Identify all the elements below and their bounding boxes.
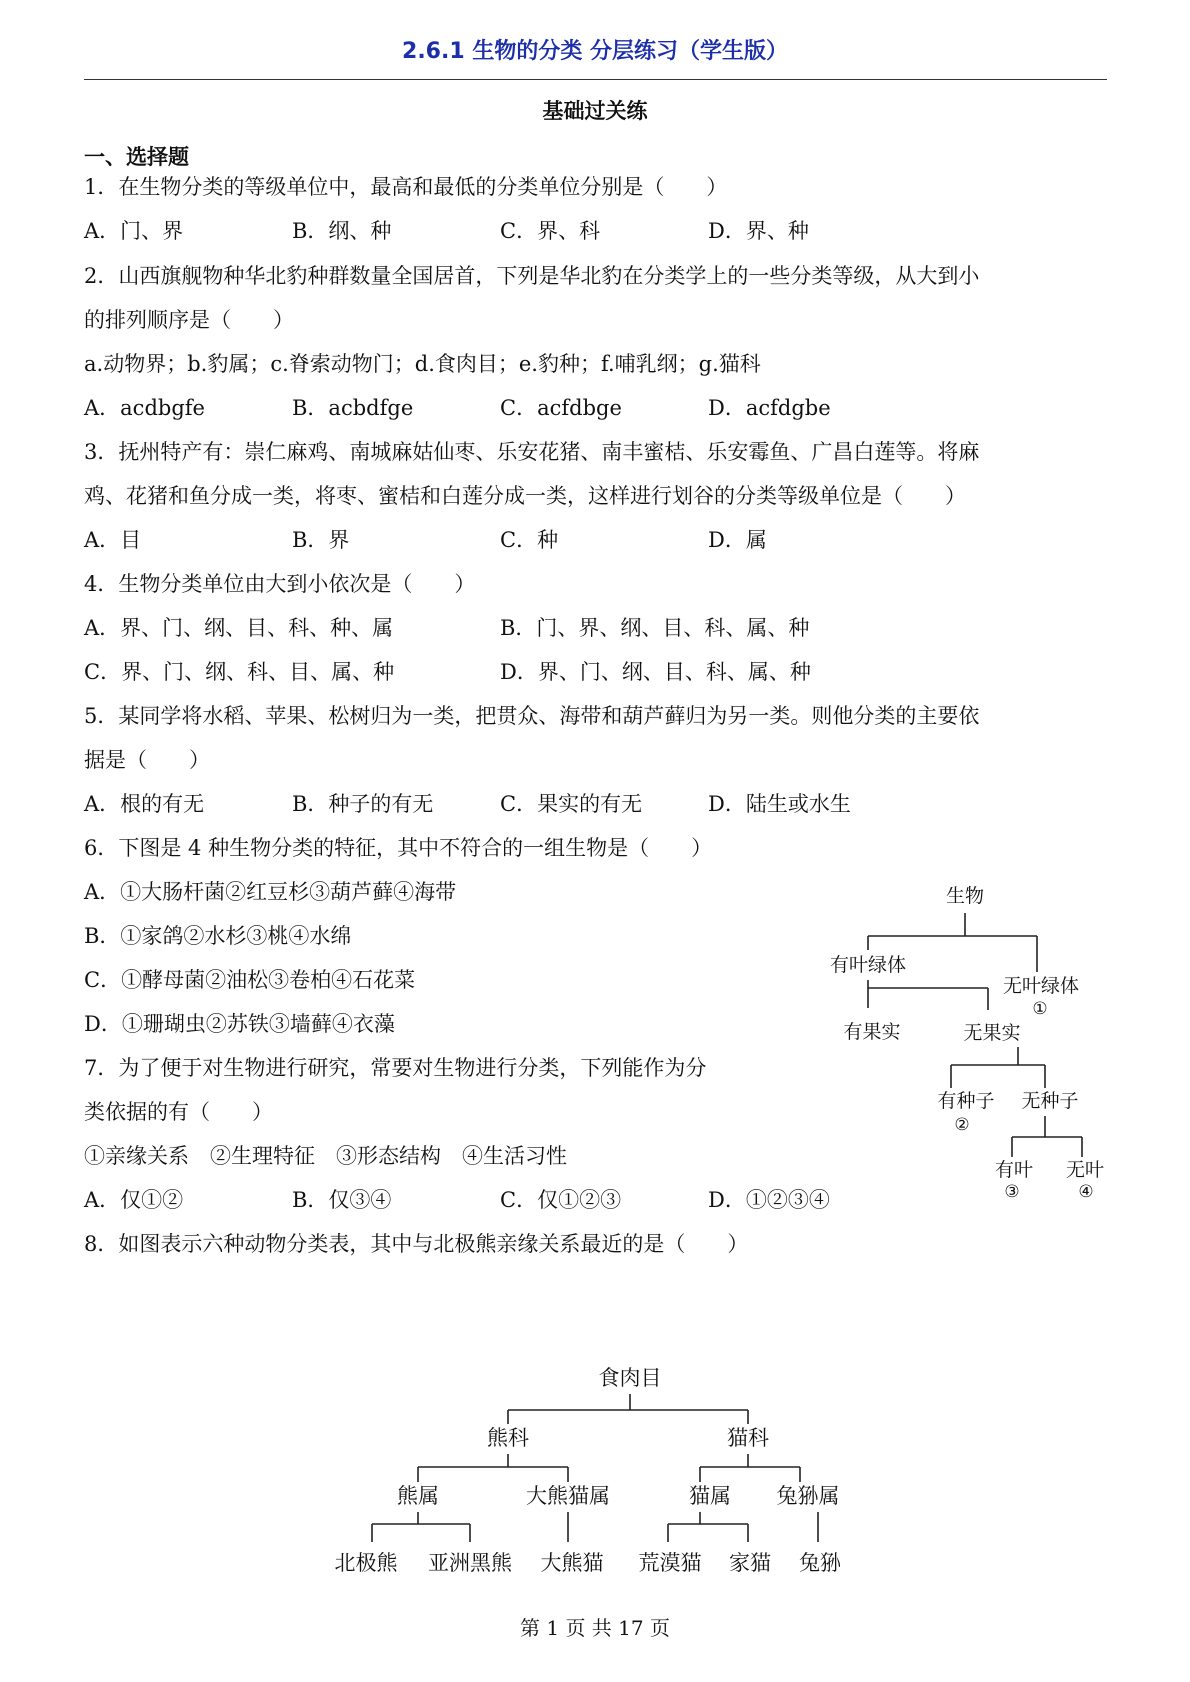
part-heading: 一、选择题	[84, 145, 189, 169]
question-2-text: 2．山西旗舰物种华北豹种群数量全国居首，下列是华北豹在分类学上的一些分类等级，从大到小	[84, 264, 980, 288]
tree-marker-1: ①	[1032, 999, 1048, 1019]
q5-option-a: A．根的有无	[84, 792, 205, 816]
species-desert-cat: 荒漠猫	[638, 1551, 702, 1575]
question-7-text-cont: 类依据的有（ ）	[84, 1100, 273, 1124]
genus-felis: 猫属	[689, 1484, 731, 1508]
tree-has-chloroplast: 有叶绿体	[829, 954, 907, 976]
animal-classification-diagram	[320, 1355, 860, 1587]
page-title: 2.6.1 生物的分类 分层练习（学生版）	[402, 39, 788, 64]
question-5-text-cont: 据是（ ）	[84, 748, 210, 772]
q7-option-c: C．仅①②③	[500, 1188, 622, 1212]
q7-option-d: D．①②③④	[708, 1188, 830, 1212]
tree-marker-3: ③	[1004, 1182, 1020, 1200]
question-6-text: 6．下图是 4 种生物分类的特征，其中不符合的一组生物是（ ）	[84, 836, 713, 860]
q5-option-d: D．陆生或水生	[708, 792, 851, 816]
q3-option-c: C．种	[500, 528, 559, 552]
question-8-text: 8．如图表示六种动物分类表，其中与北极熊亲缘关系最近的是（ ）	[84, 1232, 749, 1256]
question-2-text-cont: 的排列顺序是（ ）	[84, 308, 294, 332]
q1-option-b: B．纲、种	[292, 219, 392, 243]
q4-option-c: C．界、门、纲、科、目、属、种	[84, 660, 395, 684]
question-3-text: 3．抚州特产有：崇仁麻鸡、南城麻姑仙枣、乐安花猪、南丰蜜桔、乐安霉鱼、广昌白莲等。将麻	[84, 440, 980, 464]
header-divider	[84, 79, 1107, 80]
family-felidae: 猫科	[727, 1426, 769, 1450]
order-carnivora: 食肉目	[598, 1366, 662, 1390]
q2-option-a: A．acdbgfe	[84, 396, 205, 420]
classification-tree-diagram	[800, 870, 1130, 1200]
question-7-text: 7．为了便于对生物进行研究，常要对生物进行分类，下列能作为分	[84, 1056, 707, 1080]
tree-no-fruit: 无果实	[963, 1022, 1021, 1044]
tree-no-chloroplast: 无叶绿体	[1002, 975, 1080, 997]
q1-option-a: A．门、界	[84, 219, 184, 243]
q6-option-d: D．①珊瑚虫②苏铁③墙藓④衣藻	[84, 1012, 395, 1036]
family-ursidae: 熊科	[487, 1426, 529, 1450]
tree-root-label: 生物	[945, 885, 985, 907]
question-1-text: 1．在生物分类的等级单位中，最高和最低的分类单位分别是（ ）	[84, 175, 728, 199]
q3-option-a: A．目	[84, 528, 142, 552]
tree-no-seed: 无种子	[1021, 1090, 1079, 1112]
q5-option-b: B．种子的有无	[292, 792, 434, 816]
question-2-items: a.动物界；b.豹属；c.脊索动物门；d.食肉目；e.豹种；f.哺乳纲；g.猫科	[84, 352, 761, 376]
tree-marker-2: ②	[954, 1115, 970, 1135]
q3-option-b: B．界	[292, 528, 350, 552]
q3-option-d: D．属	[708, 528, 767, 552]
species-polar-bear: 北极熊	[334, 1551, 398, 1575]
q2-option-b: B．acbdfge	[292, 396, 414, 420]
tree-has-leaf: 有叶	[994, 1159, 1034, 1181]
tree-has-fruit: 有果实	[843, 1021, 901, 1043]
species-pallas-cat: 兔狲	[799, 1551, 841, 1575]
q1-option-c: C．界、科	[500, 219, 601, 243]
section-title: 基础过关练	[542, 99, 648, 123]
genus-otocolobus: 兔狲属	[776, 1484, 840, 1508]
species-giant-panda: 大熊猫	[540, 1551, 604, 1575]
page-footer: 第 1 页 共 17 页	[520, 1616, 670, 1640]
q4-option-a: A．界、门、纲、目、科、种、属	[84, 616, 394, 640]
species-domestic-cat: 家猫	[729, 1551, 771, 1575]
question-7-items: ①亲缘关系 ②生理特征 ③形态结构 ④生活习性	[84, 1144, 567, 1168]
species-asian-black-bear: 亚洲黑熊	[428, 1551, 512, 1575]
q2-option-d: D．acfdgbe	[708, 396, 831, 420]
question-5-text: 5．某同学将水稻、苹果、松树归为一类，把贯众、海带和葫芦藓归为另一类。则他分类的主要依	[84, 704, 980, 728]
question-3-text-cont: 鸡、花猪和鱼分成一类，将枣、蜜桔和白莲分成一类，这样进行划谷的分类等级单位是（ ）	[84, 484, 966, 508]
tree-has-seed: 有种子	[937, 1090, 995, 1112]
q2-option-c: C．acfdbge	[500, 396, 622, 420]
q1-option-d: D．界、种	[708, 219, 809, 243]
tree-marker-4: ④	[1078, 1182, 1094, 1200]
q7-option-a: A．仅①②	[84, 1188, 184, 1212]
q4-option-b: B．门、界、纲、目、科、属、种	[500, 616, 810, 640]
q7-option-b: B．仅③④	[292, 1188, 392, 1212]
tree-no-leaf: 无叶	[1065, 1159, 1105, 1181]
genus-ursus: 熊属	[397, 1484, 439, 1508]
q5-option-c: C．果实的有无	[500, 792, 643, 816]
q6-option-c: C．①酵母菌②油松③卷柏④石花菜	[84, 968, 416, 992]
q4-option-d: D．界、门、纲、目、科、属、种	[500, 660, 811, 684]
q6-option-a: A．①大肠杆菌②红豆杉③葫芦藓④海带	[84, 880, 457, 904]
genus-ailuropoda: 大熊猫属	[526, 1484, 610, 1508]
question-4-text: 4．生物分类单位由大到小依次是（ ）	[84, 572, 476, 596]
q6-option-b: B．①家鸽②水杉③桃④水绵	[84, 924, 352, 948]
